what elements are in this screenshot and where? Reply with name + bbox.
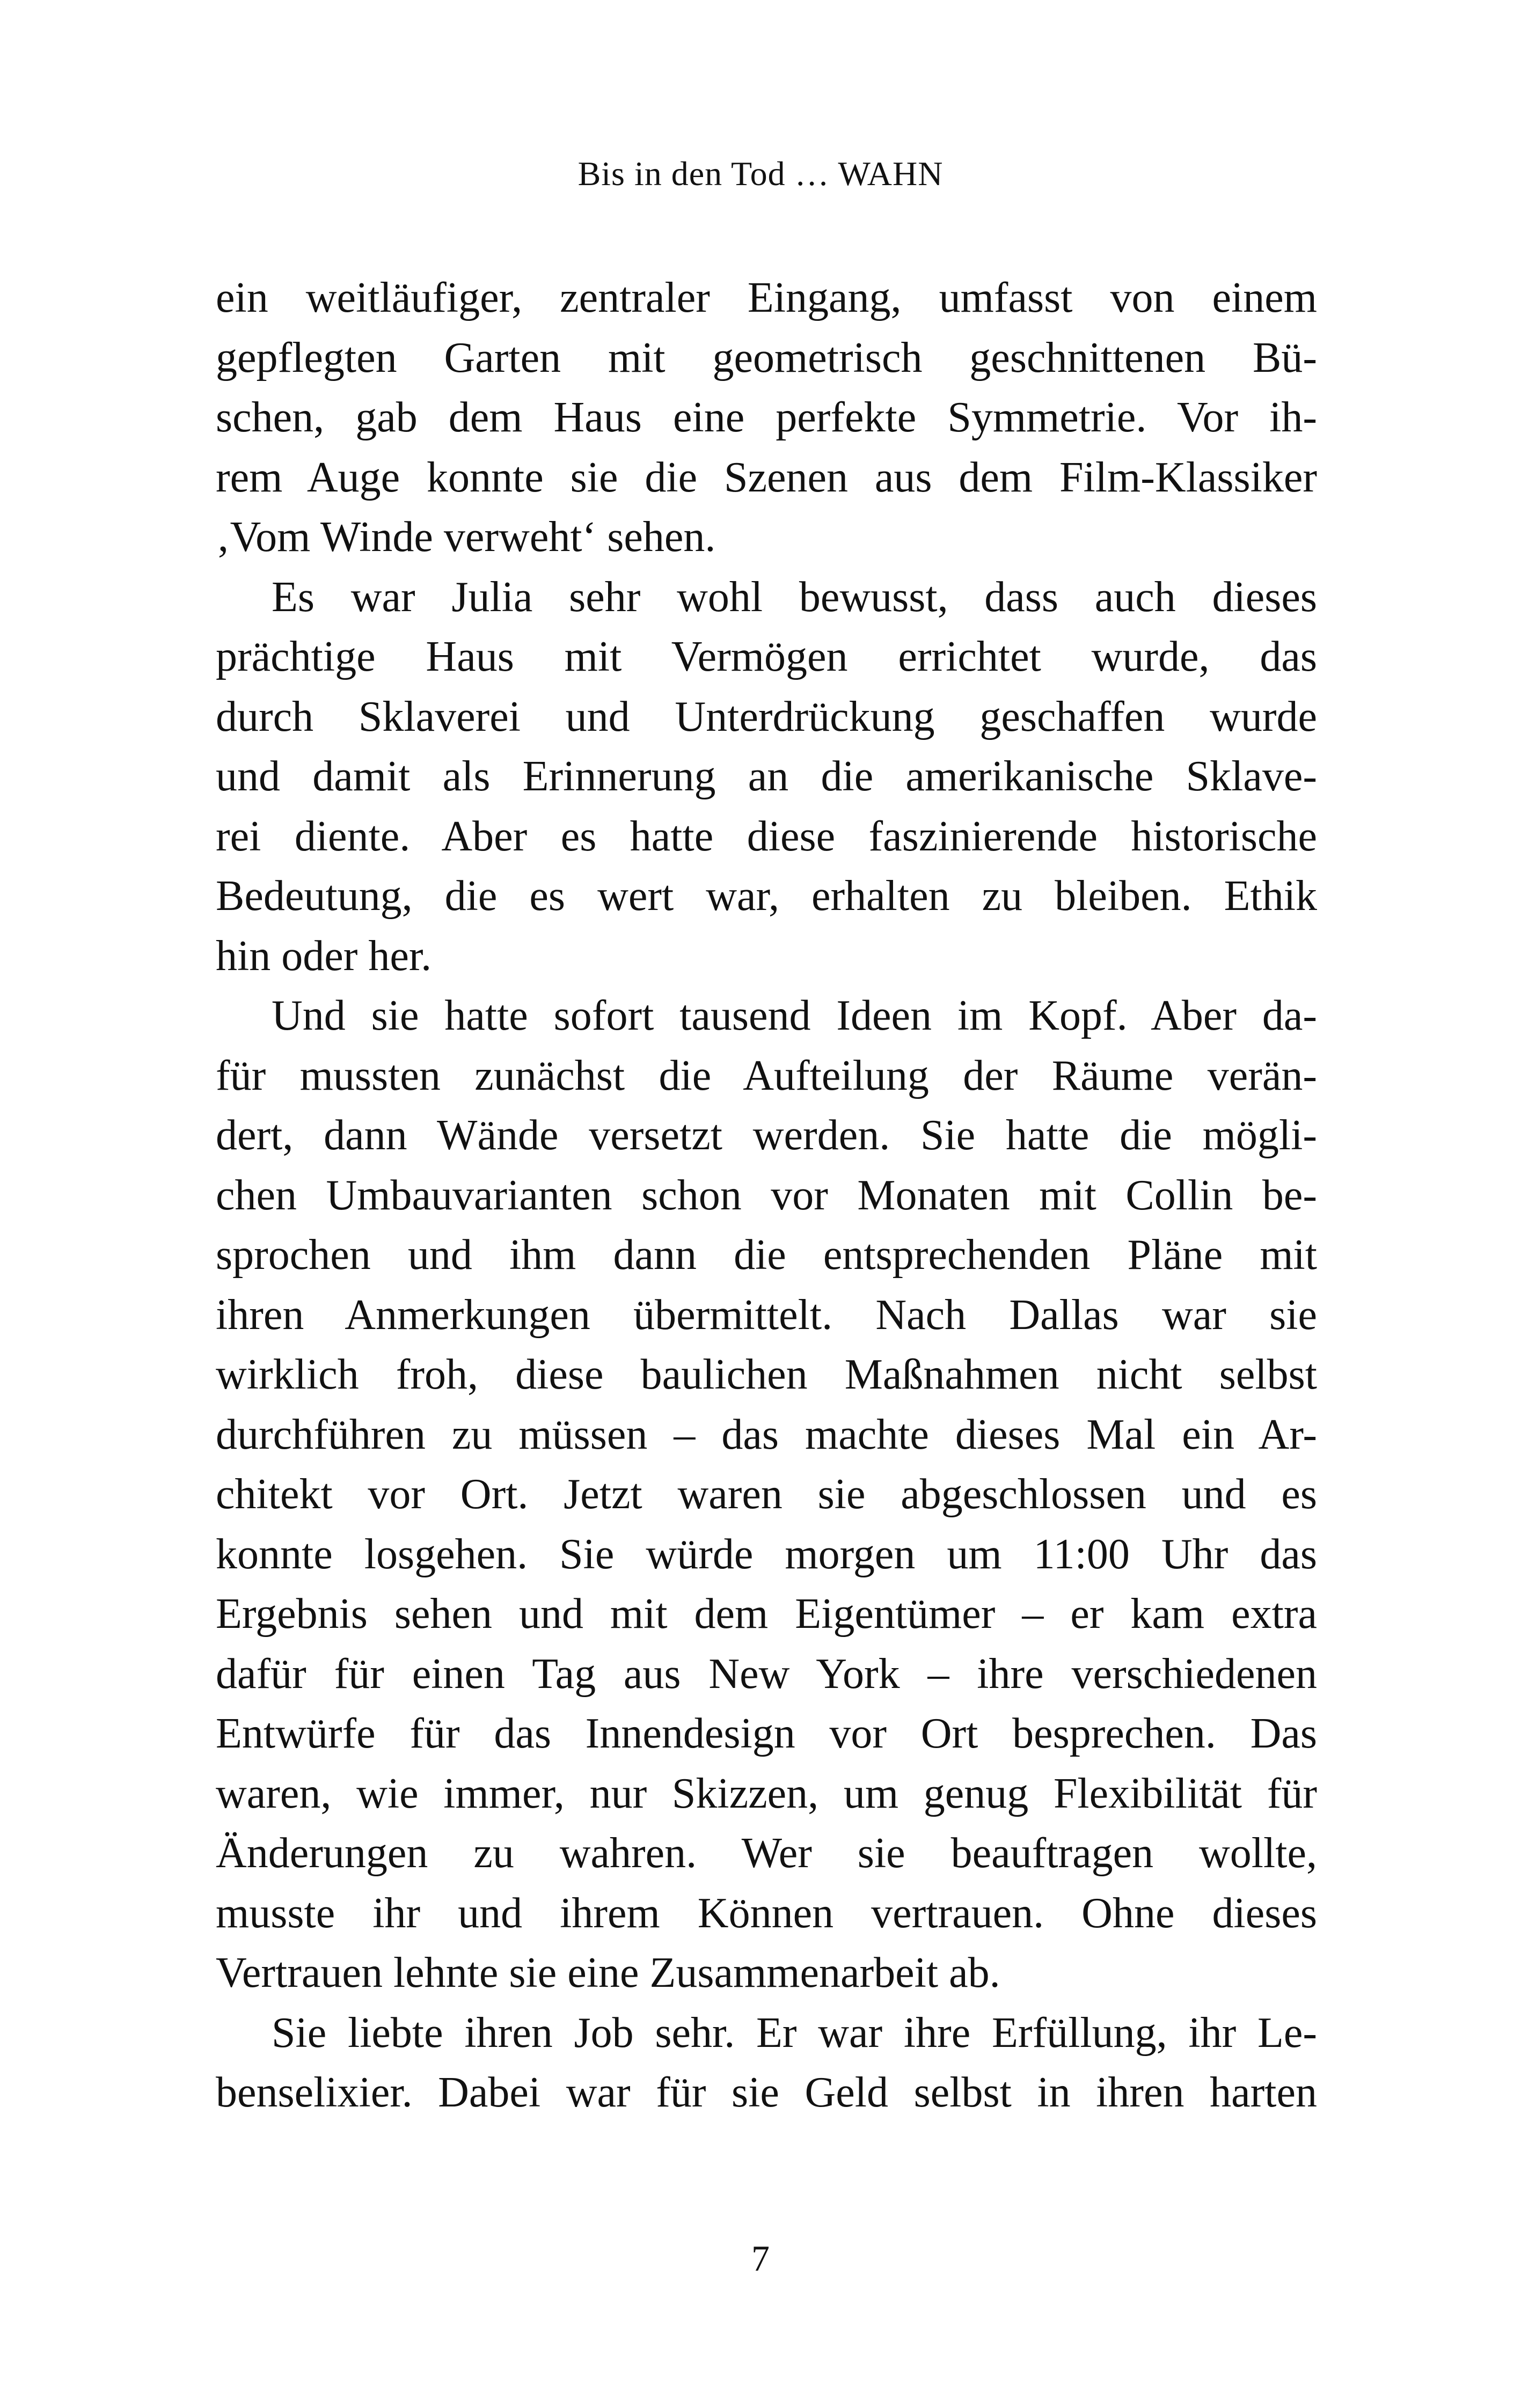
- text-line: prächtige Haus mit Vermögen errichtet wurde, das: [216, 633, 1317, 680]
- text-line: Ergebnis sehen und mit dem Eigentümer – er kam extra: [216, 1590, 1317, 1638]
- paragraph-first-line: Es war Julia sehr wohl bewusst, dass auch dieses: [272, 573, 1317, 621]
- text-line: ‚Vom Winde verweht‘ sehen.: [216, 513, 716, 561]
- text-line: Änderungen zu wahren. Wer sie beauftragen wollte,: [216, 1830, 1317, 1877]
- text-line: chitekt vor Ort. Jetzt waren sie abgeschlossen und es: [216, 1471, 1317, 1518]
- running-header: Bis in den Tod … WAHN: [577, 155, 944, 193]
- text-line: durchführen zu müssen – das machte dieses Mal ein Ar-: [216, 1411, 1317, 1458]
- text-line: Vertrauen lehnte sie eine Zusammenarbeit ab.: [216, 1949, 1000, 1996]
- text-line: konnte losgehen. Sie würde morgen um 11:00 Uhr das: [216, 1530, 1317, 1578]
- text-line: ihren Anmerkungen übermittelt. Nach Dallas war sie: [216, 1291, 1317, 1339]
- text-line: schen, gab dem Haus eine perfekte Symmetrie. Vor ih-: [216, 394, 1317, 441]
- text-line: rem Auge konnte sie die Szenen aus dem Film-Klassiker: [216, 453, 1317, 501]
- text-line: wirklich froh, diese baulichen Maßnahmen nicht selbst: [216, 1351, 1317, 1398]
- body-text: [216, 268, 1317, 2123]
- text-line: Bedeutung, die es wert war, erhalten zu bleiben. Ethik: [216, 872, 1317, 920]
- text-line: waren, wie immer, nur Skizzen, um genug Flexibilität für: [216, 1770, 1317, 1817]
- text-line: benselixier. Dabei war für sie Geld selbst in ihren harten: [216, 2069, 1317, 2116]
- paragraph-first-line: Sie liebte ihren Job sehr. Er war ihre Erfüllung, ihr Le-: [272, 2009, 1317, 2057]
- text-line: durch Sklaverei und Unterdrückung geschaffen wurde: [216, 693, 1317, 740]
- text-line: rei diente. Aber es hatte diese faszinierende historische: [216, 812, 1317, 860]
- text-line: für mussten zunächst die Aufteilung der Räume verän-: [216, 1052, 1317, 1099]
- text-line: dert, dann Wände versetzt werden. Sie hatte die mögli-: [216, 1112, 1317, 1159]
- text-line: ein weitläufiger, zentraler Eingang, umfasst von einem: [216, 274, 1317, 321]
- text-line: musste ihr und ihrem Können vertrauen. Ohne dieses: [216, 1889, 1317, 1937]
- text-line: gepflegten Garten mit geometrisch geschnittenen Bü-: [216, 334, 1317, 381]
- page-number: 7: [751, 2238, 770, 2279]
- text-line: Entwürfe für das Innendesign vor Ort besprechen. Das: [216, 1710, 1317, 1757]
- text-line: chen Umbauvarianten schon vor Monaten mit Collin be-: [216, 1171, 1317, 1219]
- text-line: hin oder her.: [216, 932, 432, 980]
- text-line: dafür für einen Tag aus New York – ihre verschiedenen: [216, 1650, 1317, 1698]
- text-line: und damit als Erinnerung an die amerikanische Sklave-: [216, 753, 1317, 800]
- paragraph-first-line: Und sie hatte sofort tausend Ideen im Kopf. Aber da-: [272, 992, 1317, 1039]
- text-line: sprochen und ihm dann die entsprechenden Pläne mit: [216, 1231, 1317, 1279]
